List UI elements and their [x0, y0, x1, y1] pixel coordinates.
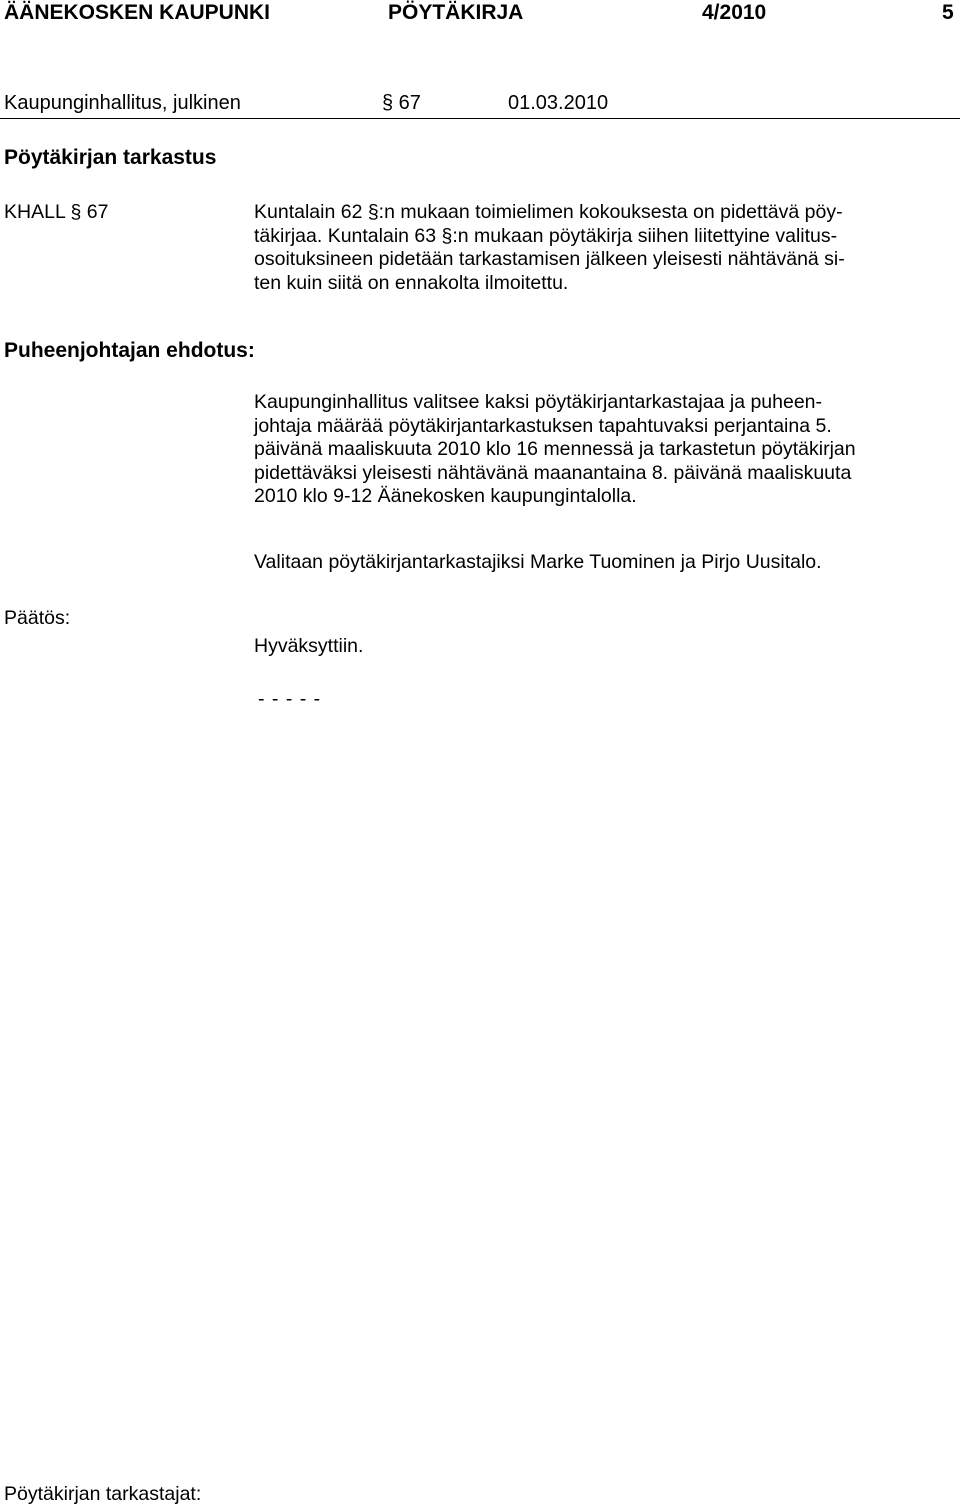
meeting-body: Kaupunginhallitus, julkinen — [4, 92, 241, 114]
proposal-line: päivänä maaliskuuta 2010 klo 16 mennessä ja tarkastetun pöytäkirjan — [254, 438, 856, 461]
intro-line: ten kuin siitä on ennakolta ilmoitettu. — [254, 271, 569, 294]
section-reference: KHALL § 67 — [4, 201, 109, 223]
decision-label: Päätös: — [4, 607, 71, 629]
intro-paragraph — [254, 201, 954, 295]
proposal-reviewers: Valitaan pöytäkirjantarkastajiksi Marke Tuominen ja Pirjo Uusitalo. — [254, 551, 822, 573]
proposal-label: Puheenjohtajan ehdotus: — [4, 339, 255, 362]
section-number: § 67 — [382, 92, 421, 114]
document-type: PÖYTÄKIRJA — [388, 1, 524, 24]
intro-line: osoituksineen pidetään tarkastamisen jälkeen yleisesti nähtävänä si- — [254, 248, 845, 271]
proposal-line: 2010 klo 9-12 Äänekosken kaupungintalolla. — [254, 485, 637, 508]
proposal-line: johtaja määrää pöytäkirjantarkastuksen tapahtuvaksi perjantaina 5. — [254, 414, 832, 437]
meeting-date: 01.03.2010 — [508, 92, 609, 114]
decision-text: Hyväksyttiin. — [254, 635, 364, 657]
document-number: 4/2010 — [702, 1, 767, 24]
org-name: ÄÄNEKOSKEN KAUPUNKI — [4, 1, 271, 24]
section-separator: - - - - - — [258, 688, 322, 710]
proposal-line: Kaupunginhallitus valitsee kaksi pöytäkirjantarkastajaa ja puheen- — [254, 391, 823, 413]
intro-line: Kuntalain 62 §:n mukaan toimielimen kokouksesta on pidettävä pöy- — [254, 201, 843, 223]
page-number: 5 — [942, 1, 954, 24]
proposal-paragraph — [254, 391, 954, 509]
intro-line: täkirjaa. Kuntalain 63 §:n mukaan pöytäkirja siihen liitettyine valitus- — [254, 224, 838, 247]
section-title: Pöytäkirjan tarkastus — [4, 146, 217, 169]
header-rule — [0, 118, 960, 119]
proposal-line: pidettäväksi yleisesti nähtävänä maanantaina 8. päivänä maaliskuuta — [254, 461, 852, 484]
reviewers-label: Pöytäkirjan tarkastajat: — [4, 1483, 202, 1505]
